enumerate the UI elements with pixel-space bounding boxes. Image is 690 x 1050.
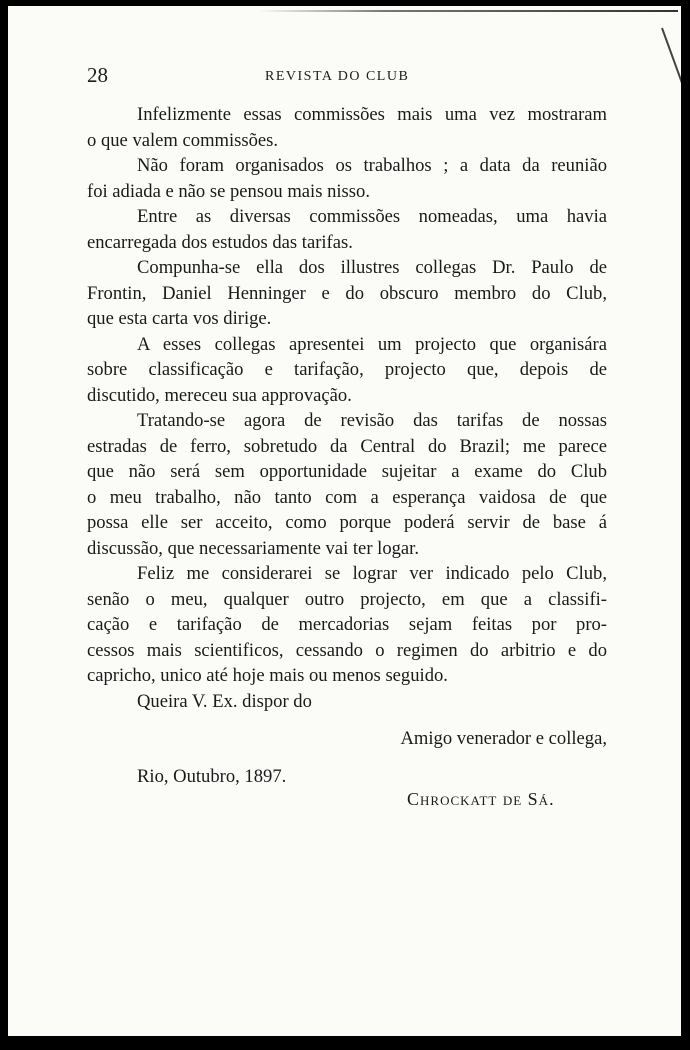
text-line: o meu trabalho, não tanto com a esperança vaidosa de que	[87, 486, 607, 508]
text-line: estradas de ferro, sobretudo da Central do Brazil; me parece	[87, 435, 607, 457]
paragraph-2	[87, 153, 607, 204]
text-line: Frontin, Daniel Henninger e do obscuro membro do Club,	[87, 282, 607, 304]
text-line: foi adiada e não se pensou mais nisso.	[87, 180, 370, 202]
running-title: REVISTA DO CLUB	[265, 69, 410, 84]
page-number: 28	[87, 63, 108, 87]
text-line: que não será sem opportunidade sujeitar a exame do Club	[87, 461, 607, 482]
top-edge-rule	[258, 10, 678, 12]
paragraph-7	[87, 561, 607, 689]
paragraph-5	[87, 332, 607, 409]
text-line: cessos mais scientificos, cessando o regimen do arbitrio e do	[87, 639, 607, 661]
text-line: Feliz me considerarei se lograr ver indicado pelo Club,	[137, 563, 607, 584]
closing-line: Queira V. Ex. dispor do	[137, 690, 312, 712]
paragraph-3	[87, 204, 607, 255]
paragraph-6	[87, 408, 607, 561]
salutation: Amigo venerador e collega,	[400, 728, 607, 749]
text-line: capricho, unico até hoje mais ou menos seguido.	[87, 665, 448, 686]
letter-closing	[87, 689, 607, 790]
text-line: Compunha-se ella dos illustres collegas Dr. Paulo de	[137, 257, 607, 278]
edge-mark	[661, 28, 681, 85]
text-line: senão o meu, qualquer outro projecto, em que a classifi-	[87, 588, 607, 610]
book-page	[8, 6, 681, 1036]
paragraph-4	[87, 255, 607, 332]
text-line: o que valem commissões.	[87, 129, 279, 151]
text-line: A esses collegas apresentei um projecto que organisára	[137, 333, 607, 355]
text-line: discussão, que necessariamente vai ter logar.	[87, 537, 419, 559]
text-line: Entre as diversas commissões nomeadas, uma havia	[137, 206, 607, 227]
text-line: cação e tarifação de mercadorias sejam feitas por pro-	[87, 614, 607, 635]
text-line: possa elle ser acceito, como porque poderá servir de base á	[87, 512, 607, 533]
paragraph-1	[87, 102, 607, 153]
body-text	[87, 102, 607, 789]
page-header	[87, 63, 607, 93]
text-line: Não foram organisados os trabalhos ; a data da reunião	[137, 155, 607, 176]
text-line: Infelizmente essas commissões mais uma vez mostraram	[137, 104, 607, 125]
text-line: encarregada dos estudos das tarifas.	[87, 231, 353, 253]
dateline: Rio, Outubro, 1897.	[137, 765, 287, 787]
text-line: sobre classificação e tarifação, projecto que, depois de	[87, 359, 607, 380]
signature: Chrockatt de Sá.	[407, 789, 555, 809]
text-line: que esta carta vos dirige.	[87, 308, 272, 329]
text-line: Tratando-se agora de revisão das tarifas de nossas	[137, 410, 607, 431]
text-line: discutido, mereceu sua approvação.	[87, 384, 352, 406]
